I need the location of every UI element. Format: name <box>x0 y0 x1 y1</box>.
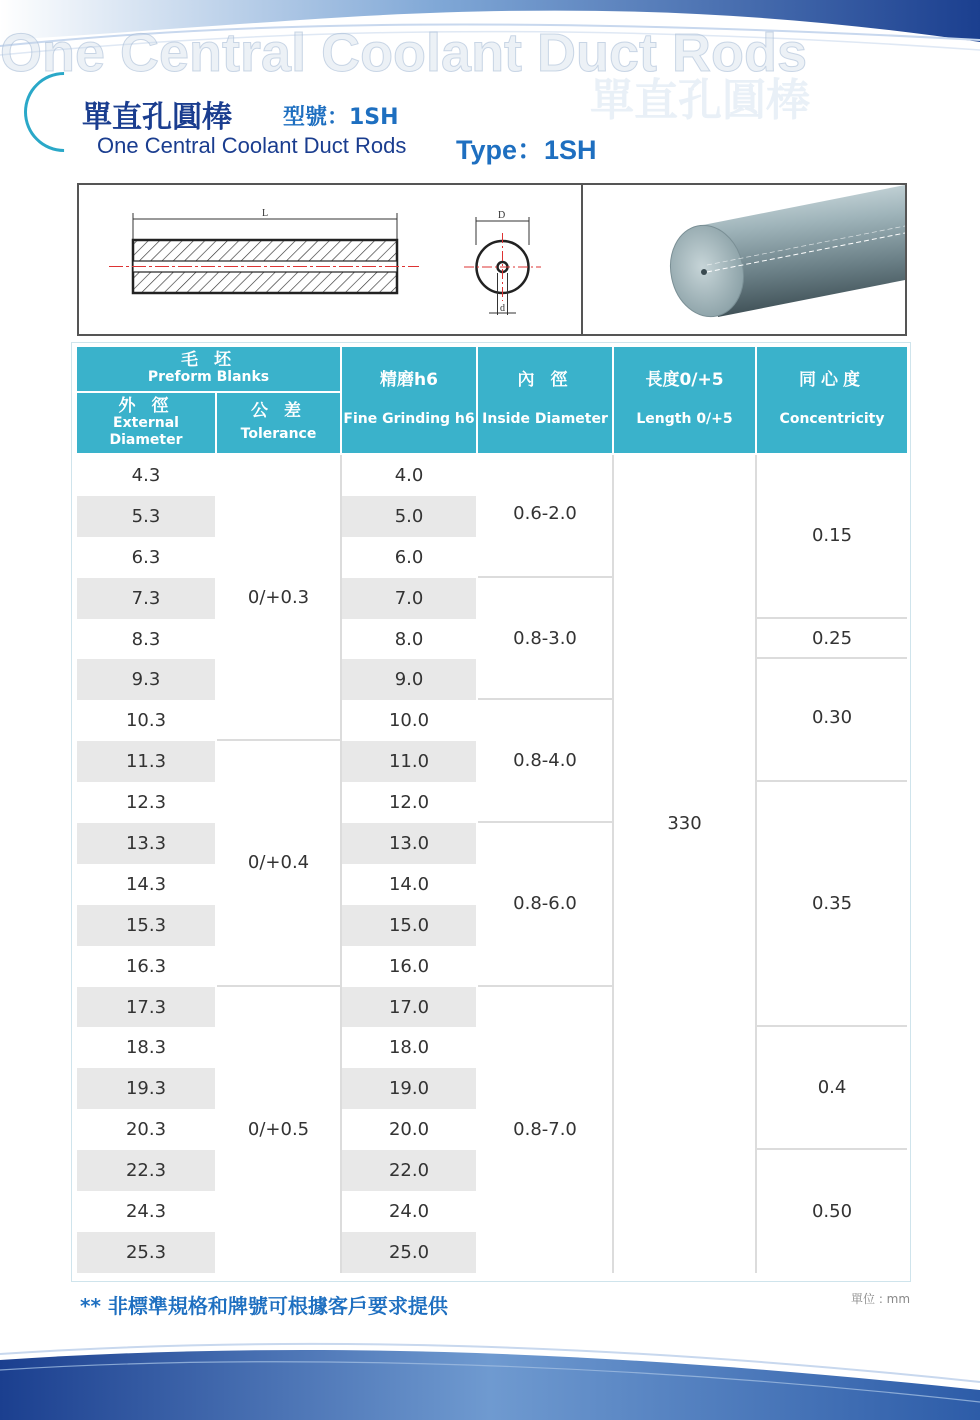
preform-header-en: Preform Blanks <box>147 369 270 385</box>
specification-table-frame <box>71 342 911 1282</box>
fine-grinding-cell: 6.0 <box>342 537 478 578</box>
tolerance-header <box>217 393 342 455</box>
external-diameter-cell: 15.3 <box>77 905 217 946</box>
rod-product-image <box>583 185 905 334</box>
technical-drawing <box>79 185 581 334</box>
external-diameter-cell: 16.3 <box>77 946 217 987</box>
length-cell: 330 <box>614 455 757 1273</box>
external-diameter-cell: 12.3 <box>77 782 217 823</box>
watermark-english: One Central Coolant Duct Rods <box>0 23 808 83</box>
concentricity-cell: 0.35 <box>757 782 907 1027</box>
unit-note: 單位 : mm <box>851 1292 911 1306</box>
preform-header-zh: 毛 坯 <box>181 350 236 370</box>
external-diameter-cell: 13.3 <box>77 823 217 864</box>
tolerance-cell: 0/+0.4 <box>217 741 342 986</box>
fine-grinding-cell: 14.0 <box>342 864 478 905</box>
fine-grinding-cell: 25.0 <box>342 1232 478 1273</box>
tolerance-header-en: Tolerance <box>240 426 317 442</box>
concentricity-header <box>757 347 907 455</box>
external-diameter-cell: 14.3 <box>77 864 217 905</box>
inside-diameter-cell: 0.6-2.0 <box>478 455 614 578</box>
length-header <box>614 347 757 455</box>
preform-blanks-header <box>77 347 342 393</box>
external-diameter-cell: 10.3 <box>77 700 217 741</box>
fine-grinding-cell: 11.0 <box>342 741 478 782</box>
external-diameter-cell: 25.3 <box>77 1232 217 1273</box>
external-diameter-cell: 6.3 <box>77 537 217 578</box>
inside-diameter-cell: 0.8-7.0 <box>478 987 614 1273</box>
fine-grinding-cell: 18.0 <box>342 1027 478 1068</box>
concentricity-cell: 0.25 <box>757 619 907 660</box>
conc-header-zh: 同心度 <box>799 370 866 390</box>
fine-grinding-cell: 15.0 <box>342 905 478 946</box>
fine-grinding-cell: 7.0 <box>342 578 478 619</box>
external-header-en-2: Diameter <box>109 431 183 448</box>
external-diameter-cell: 9.3 <box>77 659 217 700</box>
watermark-chinese: 單直孔圓棒 <box>590 75 810 126</box>
concentricity-cell: 0.50 <box>757 1150 907 1273</box>
specification-table <box>77 347 907 1273</box>
conc-header-en: Concentricity <box>779 411 885 427</box>
fine-grinding-cell: 24.0 <box>342 1191 478 1232</box>
external-diameter-cell: 20.3 <box>77 1109 217 1150</box>
inside-header-zh: 內 徑 <box>517 370 573 390</box>
inner-diameter-label: d <box>500 303 505 314</box>
inside-diameter-header <box>478 347 614 455</box>
fine-grinding-cell: 5.0 <box>342 496 478 537</box>
external-diameter-cell: 11.3 <box>77 741 217 782</box>
bottom-wave-band <box>0 1330 980 1420</box>
fine-grinding-cell: 19.0 <box>342 1068 478 1109</box>
external-diameter-cell: 24.3 <box>77 1191 217 1232</box>
external-diameter-cell: 19.3 <box>77 1068 217 1109</box>
concentricity-cell: 0.15 <box>757 455 907 619</box>
fine-grinding-cell: 12.0 <box>342 782 478 823</box>
fine-grinding-cell: 10.0 <box>342 700 478 741</box>
page-title-english: One Central Coolant Duct Rods <box>97 133 407 158</box>
custom-spec-footnote: ** 非標準規格和牌號可根據客戶要求提供 <box>80 1294 448 1318</box>
model-number-chinese: 型號：1SH <box>283 105 399 130</box>
table-row <box>77 455 907 496</box>
inside-diameter-cell: 0.8-6.0 <box>478 823 614 987</box>
inside-header-en: Inside Diameter <box>482 411 608 427</box>
fine-header-zh: 精磨h6 <box>380 370 438 390</box>
tolerance-header-zh: 公 差 <box>251 401 306 421</box>
external-diameter-cell: 22.3 <box>77 1150 217 1191</box>
external-header-en-1: External <box>113 414 179 431</box>
fine-grinding-cell: 13.0 <box>342 823 478 864</box>
inside-diameter-cell: 0.8-3.0 <box>478 578 614 701</box>
external-diameter-header <box>77 393 217 455</box>
external-diameter-cell: 8.3 <box>77 619 217 660</box>
fine-grinding-cell: 17.0 <box>342 987 478 1028</box>
fine-header-en: Fine Grinding h6 <box>343 411 475 427</box>
external-diameter-cell: 17.3 <box>77 987 217 1028</box>
external-diameter-cell: 5.3 <box>77 496 217 537</box>
type-label: Type：1SH <box>456 135 597 165</box>
length-dimension-label: L <box>262 208 269 219</box>
fine-grinding-cell: 22.0 <box>342 1150 478 1191</box>
external-diameter-cell: 18.3 <box>77 1027 217 1068</box>
concentricity-cell: 0.4 <box>757 1027 907 1150</box>
external-header-zh: 外 徑 <box>118 395 174 416</box>
concentricity-cell: 0.30 <box>757 659 907 782</box>
product-drawing-panel <box>77 183 907 336</box>
tolerance-cell: 0/+0.3 <box>217 455 342 741</box>
inside-diameter-cell: 0.8-4.0 <box>478 700 614 823</box>
diameter-dimension-label: D <box>498 210 506 221</box>
fine-grinding-header <box>342 347 478 455</box>
external-diameter-cell: 4.3 <box>77 455 217 496</box>
specification-table-body <box>77 455 907 1273</box>
fine-grinding-cell: 20.0 <box>342 1109 478 1150</box>
fine-grinding-cell: 9.0 <box>342 659 478 700</box>
fine-grinding-cell: 16.0 <box>342 946 478 987</box>
page-title-chinese: 單直孔圓棒 <box>82 100 232 135</box>
length-header-zh: 長度0/+5 <box>645 370 724 390</box>
external-diameter-cell: 7.3 <box>77 578 217 619</box>
length-header-en: Length 0/+5 <box>636 411 733 427</box>
fine-grinding-cell: 8.0 <box>342 619 478 660</box>
tolerance-cell: 0/+0.5 <box>217 987 342 1273</box>
fine-grinding-cell: 4.0 <box>342 455 478 496</box>
